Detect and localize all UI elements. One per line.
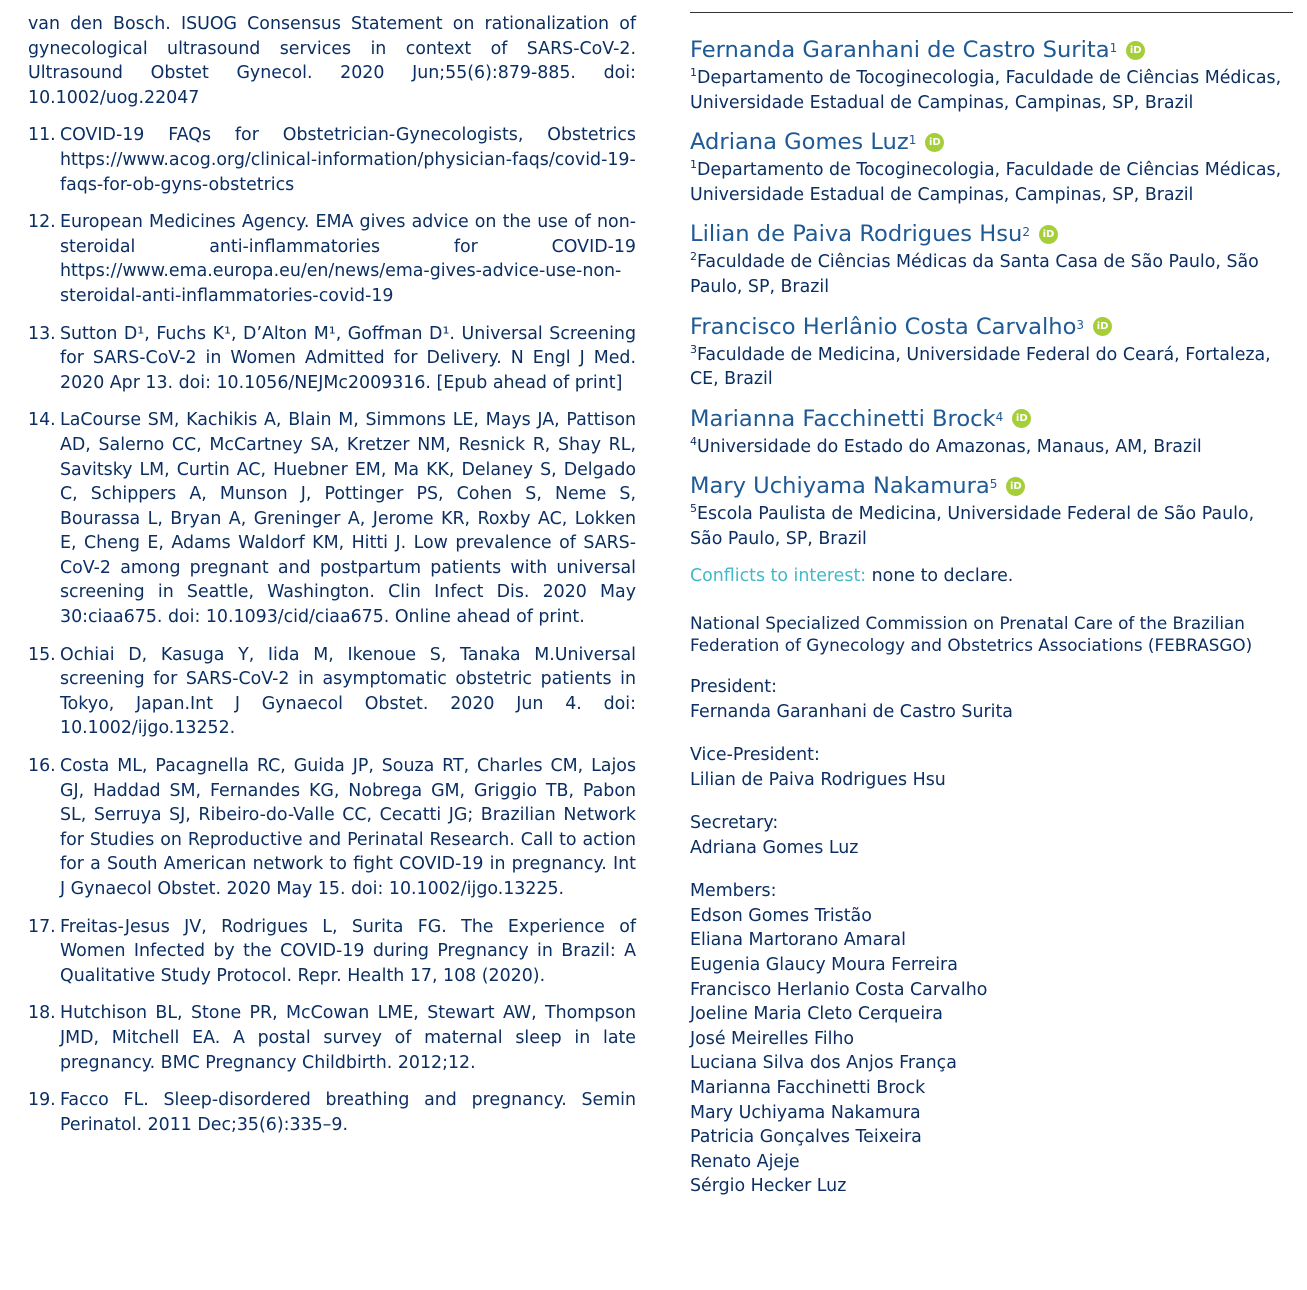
section-divider bbox=[690, 12, 1293, 13]
affiliation-superscript: 2 bbox=[690, 250, 697, 264]
member-name: Renato Ajeje bbox=[690, 1151, 800, 1172]
reference-number: 15. bbox=[28, 644, 56, 665]
author-entry bbox=[690, 471, 1290, 551]
reference-text: Sutton D¹, Fuchs K¹, D’Alton M¹, Goffman D¹. Universal Screening for SARS-CoV-2 in Women Admitted for Delivery. N Engl J Med. 2020 Apr 13. doi: 10.1056/NEJMc2009316. [Epub ahead of print] bbox=[60, 323, 636, 393]
member-name: Eliana Martorano Amaral bbox=[690, 930, 906, 951]
members-block bbox=[690, 879, 1290, 1199]
secretary-block bbox=[690, 811, 1290, 860]
reference-item bbox=[28, 123, 636, 197]
orcid-icon[interactable]: iD bbox=[1039, 225, 1058, 244]
reference-item bbox=[28, 322, 636, 396]
author-entry bbox=[690, 219, 1290, 299]
orcid-icon[interactable]: iD bbox=[925, 133, 944, 152]
author-affiliation bbox=[690, 435, 1290, 460]
author-entry bbox=[690, 404, 1290, 460]
affiliation-superscript: 1 bbox=[690, 66, 697, 80]
author-name-line: Mary Uchiyama Nakamura $^5$ iD bbox=[690, 471, 1290, 501]
author-name: Lilian de Paiva Rodrigues Hsu bbox=[690, 221, 1023, 248]
author-name: Marianna Facchinetti Brock bbox=[690, 405, 996, 432]
reference-text: Ochiai D, Kasuga Y, Iida M, Ikenoue S, Tanaka M.Universal screening for SARS-CoV-2 in asymptomatic obstetric patients in Tokyo, Japan.Int J Gynaecol Obstet. 2020 Jun 4. doi: 10.1002/ijgo.13252. bbox=[60, 644, 636, 739]
author-affiliation bbox=[690, 343, 1290, 392]
reference-text: European Medicines Agency. EMA gives advice on the use of non-steroidal anti-inflammatories for COVID-19 https://www.ema.europa.eu/en/news/ema-gives-advice-use-non-steroidal-anti-inflammatories-covid-19 bbox=[60, 212, 636, 306]
author-name-line: Marianna Facchinetti Brock $^4$ iD bbox=[690, 404, 1290, 434]
secretary-label: Secretary: bbox=[690, 813, 779, 834]
reference-item bbox=[28, 1088, 636, 1137]
affiliation-superscript: 3 bbox=[690, 342, 697, 356]
affiliation-text: Faculdade de Medicina, Universidade Federal do Ceará, Fortaleza, CE, Brazil bbox=[690, 344, 1271, 390]
reference-item bbox=[28, 754, 636, 902]
author-entry bbox=[690, 35, 1290, 115]
member-name: Marianna Facchinetti Brock bbox=[690, 1078, 926, 1098]
reference-number: 18. bbox=[28, 1003, 56, 1024]
reference-text: van den Bosch. ISUOG Consensus Statement on rationalization of gynecological ultrasound services in context of SARS-CoV-2. Ultrasound Obstet Gynecol. 2020 Jun;55(6):879-885. doi: 10.1002/uog.22047 bbox=[28, 14, 636, 108]
reference-text: COVID-19 FAQs for Obstetrician-Gynecologists, Obstetrics https://www.acog.org/clinical-information/physician-faqs/covid-19-faqs-for-ob-gyns-obstetrics bbox=[60, 125, 636, 195]
orcid-icon[interactable]: iD bbox=[1126, 41, 1145, 60]
secretary-name: Adriana Gomes Luz bbox=[690, 837, 859, 858]
reference-number: 14. bbox=[28, 410, 56, 431]
member-name: Mary Uchiyama Nakamura bbox=[690, 1102, 921, 1123]
vice-president-name: Lilian de Paiva Rodrigues Hsu bbox=[690, 769, 946, 790]
reference-number: 16. bbox=[28, 756, 56, 777]
affiliation-text: Faculdade de Ciências Médicas da Santa Casa de São Paulo, São Paulo, SP, Brazil bbox=[690, 252, 1259, 297]
reference-text: Freitas-Jesus JV, Rodrigues L, Surita FG. The Experience of Women Infected by the COVID-19 during Pregnancy in Brazil: A Qualitative Study Protocol. Repr. Health 17, 108 (2020). bbox=[60, 916, 636, 986]
reference-number: 19. bbox=[28, 1090, 56, 1111]
reference-number: 11. bbox=[28, 125, 56, 146]
author-name: Fernanda Garanhani de Castro Surita bbox=[690, 37, 1110, 63]
president-label: President: bbox=[690, 677, 777, 698]
orcid-icon[interactable]: iD bbox=[1012, 409, 1031, 428]
reference-item bbox=[28, 12, 636, 110]
conflicts-label: Conflicts to interest: bbox=[690, 565, 867, 586]
author-name-line: Fernanda Garanhani de Castro Surita $^1$ iD bbox=[690, 35, 1290, 65]
commission-title: National Specialized Commission on Prenatal Care of the Brazilian Federation of Gynecology and Obstetrics Associations (FEBRASGO) bbox=[690, 612, 1253, 655]
member-name: Luciana Silva dos Anjos França bbox=[690, 1053, 957, 1074]
president-block bbox=[690, 675, 1290, 724]
reference-item bbox=[28, 915, 636, 989]
member-name: Patricia Gonçalves Teixeira bbox=[690, 1127, 922, 1148]
reference-item bbox=[28, 1001, 636, 1075]
reference-item bbox=[28, 643, 636, 741]
reference-number: 17. bbox=[28, 916, 56, 937]
author-entry bbox=[690, 312, 1290, 392]
members-list bbox=[690, 904, 1290, 1199]
author-name-line: Lilian de Paiva Rodrigues Hsu $^2$ iD bbox=[690, 219, 1290, 249]
orcid-icon[interactable]: iD bbox=[1093, 317, 1112, 336]
affiliation-text: Departamento de Tocoginecologia, Faculdade de Ciências Médicas, Universidade Estadual de Campinas, Campinas, SP, Brazil bbox=[690, 160, 1282, 205]
reference-text: Hutchison BL, Stone PR, McCowan LME, Stewart AW, Thompson JMD, Mitchell EA. A postal survey of maternal sleep in late pregnancy. BMC Pregnancy Childbirth. 2012;12. bbox=[60, 1003, 636, 1073]
reference-number: 13. bbox=[28, 323, 56, 344]
member-name: Eugenia Glaucy Moura Ferreira bbox=[690, 955, 958, 976]
conflicts-text: none to declare. bbox=[866, 565, 1014, 586]
affiliation-superscript: 1 bbox=[690, 158, 697, 172]
reference-text: Facco FL. Sleep-disordered breathing and pregnancy. Semin Perinatol. 2011 Dec;35(6):335–9. bbox=[60, 1090, 636, 1135]
president-name: Fernanda Garanhani de Castro Surita bbox=[690, 701, 1013, 722]
reference-list bbox=[28, 12, 636, 1150]
conflicts-statement bbox=[690, 564, 1290, 588]
author-affiliation bbox=[690, 250, 1290, 299]
member-name: José Meirelles Filho bbox=[690, 1028, 855, 1049]
reference-item bbox=[28, 408, 636, 629]
affiliation-superscript: 5 bbox=[690, 502, 697, 516]
author-entry bbox=[690, 127, 1290, 207]
affiliation-text: Escola Paulista de Medicina, Universidade Federal de São Paulo, São Paulo, SP, Brazil bbox=[690, 504, 1255, 549]
member-name: Sérgio Hecker Luz bbox=[690, 1176, 847, 1197]
reference-item bbox=[28, 210, 636, 308]
author-name-line: Francisco Herlânio Costa Carvalho $^3$ iD bbox=[690, 312, 1290, 342]
author-affiliation bbox=[690, 158, 1290, 207]
reference-text: LaCourse SM, Kachikis A, Blain M, Simmons LE, Mays JA, Pattison AD, Salerno CC, McCartney SA, Kretzer NM, Resnick R, Shay RL, Savitsky LM, Curtin AC, Huebner EM, Ma KK, Delaney S, Delgado C, Schippers A, Munson J, Pottinger PS, Cohen S, Neme S, Bourassa L, Bryan A, Greninger A, Jerome KR, Roxby AC, Lokken E, Cheng E, Adams Waldorf KM, Hitti J. Low prevalence of SARS-CoV-2 among pregnant and postpartum patients with universal screening in Seattle, Washington. Clin Infect Dis. 2020 May 30:ciaa675. doi: 10.1093/cid/ciaa675. Online ahead of print. bbox=[60, 410, 636, 628]
author-affiliation bbox=[690, 66, 1290, 115]
author-name: Mary Uchiyama Nakamura bbox=[690, 473, 990, 500]
members-label: Members: bbox=[690, 881, 777, 902]
reference-text: Costa ML, Pacagnella RC, Guida JP, Souza RT, Charles CM, Lajos GJ, Haddad SM, Fernandes KG, Nobrega GM, Griggio TB, Pabon SL, Serruya SJ, Ribeiro-do-Valle CC, Cecatti JG; Brazilian Network for Studies on Reproductive and Perinatal Research. Call to action for a South American network to fight COVID-19 in pregnancy. Int J Gynaecol Obstet. 2020 May 15. doi: 10.1002/ijgo.13225. bbox=[60, 756, 636, 899]
author-name-line: Adriana Gomes Luz $^1$ iD bbox=[690, 127, 1290, 157]
member-name: Francisco Herlanio Costa Carvalho bbox=[690, 979, 988, 1000]
member-name: Joeline Maria Cleto Cerqueira bbox=[690, 1004, 943, 1025]
right-column bbox=[690, 0, 1290, 1199]
author-name: Adriana Gomes Luz bbox=[690, 129, 909, 156]
vice-president-block bbox=[690, 743, 1290, 792]
author-affiliation bbox=[690, 502, 1290, 551]
reference-number: 12. bbox=[28, 212, 56, 233]
orcid-icon[interactable]: iD bbox=[1006, 477, 1025, 496]
affiliation-superscript: 4 bbox=[690, 434, 697, 448]
author-list bbox=[690, 35, 1290, 552]
author-name: Francisco Herlânio Costa Carvalho bbox=[690, 313, 1077, 340]
member-name: Edson Gomes Tristão bbox=[690, 905, 872, 926]
affiliation-text: Departamento de Tocoginecologia, Faculdade de Ciências Médicas, Universidade Estadual de Campinas, Campinas, SP, Brazil bbox=[690, 68, 1282, 113]
vice-president-label: Vice-President: bbox=[690, 745, 820, 766]
affiliation-text: Universidade do Estado do Amazonas, Manaus, AM, Brazil bbox=[697, 436, 1202, 457]
